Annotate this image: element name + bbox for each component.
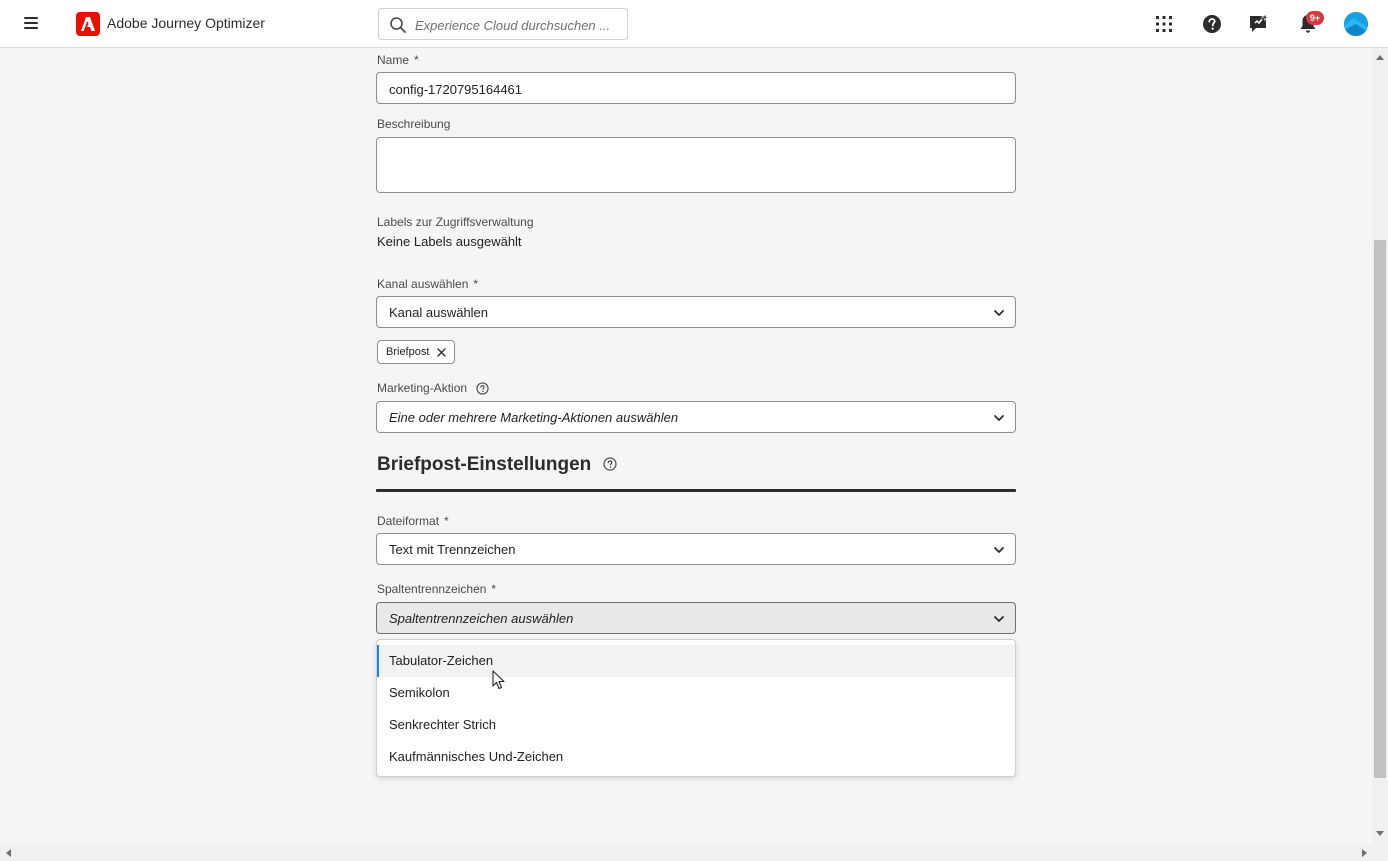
feedback-icon[interactable] bbox=[1247, 12, 1271, 36]
scroll-down-icon[interactable] bbox=[1376, 831, 1384, 836]
channel-tag-label: Briefpost bbox=[386, 346, 430, 358]
section-divider bbox=[376, 489, 1016, 492]
chevron-down-icon bbox=[993, 307, 1005, 319]
help-icon[interactable] bbox=[1200, 12, 1224, 36]
help-circle-icon[interactable] bbox=[476, 382, 489, 395]
menu-item-ampersand[interactable]: Kaufmännisches Und-Zeichen bbox=[389, 749, 564, 764]
column-separator-label: Spaltentrennzeichen * bbox=[377, 582, 497, 596]
channel-select-value: Kanal auswählen bbox=[389, 305, 489, 320]
channel-tag bbox=[377, 340, 455, 364]
file-format-label: Dateiformat * bbox=[377, 514, 449, 528]
access-labels-value: Keine Labels ausgewählt bbox=[377, 234, 522, 249]
column-separator-select[interactable] bbox=[376, 602, 1016, 634]
vertical-scrollbar[interactable] bbox=[1372, 48, 1388, 846]
search-box[interactable] bbox=[378, 8, 628, 40]
column-separator-placeholder: Spaltentrennzeichen auswählen bbox=[389, 611, 574, 626]
search-icon bbox=[389, 16, 407, 34]
channel-label: Kanal auswählen * bbox=[377, 277, 479, 291]
close-icon[interactable] bbox=[437, 348, 446, 357]
adobe-logo-icon[interactable] bbox=[76, 12, 100, 36]
scroll-left-icon[interactable] bbox=[6, 849, 11, 857]
file-format-value: Text mit Trennzeichen bbox=[389, 542, 516, 557]
name-input[interactable] bbox=[389, 80, 999, 98]
menu-item-pipe[interactable]: Senkrechter Strich bbox=[389, 717, 496, 732]
marketing-action-label: Marketing-Aktion bbox=[377, 381, 489, 395]
column-separator-menu bbox=[376, 639, 1016, 777]
description-textarea[interactable] bbox=[376, 137, 1016, 193]
menu-item-tab[interactable]: Tabulator-Zeichen bbox=[377, 645, 1015, 677]
menu-item-semicolon[interactable]: Semikolon bbox=[389, 685, 450, 700]
app-title[interactable]: Adobe Journey Optimizer bbox=[107, 15, 265, 31]
top-bar bbox=[0, 0, 1388, 48]
avatar-image-icon bbox=[1344, 12, 1368, 36]
name-field[interactable] bbox=[376, 72, 1016, 104]
channel-select[interactable] bbox=[376, 296, 1016, 328]
chevron-down-icon bbox=[993, 412, 1005, 424]
section-title: Briefpost-Einstellungen bbox=[377, 454, 617, 476]
scroll-up-icon[interactable] bbox=[1376, 55, 1384, 60]
marketing-action-select[interactable] bbox=[376, 401, 1016, 433]
avatar[interactable] bbox=[1344, 12, 1368, 36]
scroll-right-icon[interactable] bbox=[1362, 849, 1367, 857]
description-label: Beschreibung bbox=[377, 117, 451, 131]
name-label: Name * bbox=[377, 53, 419, 67]
search-input[interactable] bbox=[415, 15, 620, 35]
marketing-action-placeholder: Eine oder mehrere Marketing-Aktionen auswählen bbox=[389, 410, 679, 425]
horizontal-scrollbar[interactable] bbox=[0, 845, 1388, 861]
chevron-down-icon bbox=[993, 613, 1005, 625]
file-format-select[interactable] bbox=[376, 533, 1016, 565]
chevron-down-icon bbox=[993, 544, 1005, 556]
mouse-cursor-icon bbox=[492, 670, 506, 690]
hamburger-menu-icon[interactable] bbox=[24, 17, 38, 29]
access-labels-heading: Labels zur Zugriffsverwaltung bbox=[377, 215, 534, 229]
help-circle-icon[interactable] bbox=[603, 457, 617, 471]
scrollbar-thumb[interactable] bbox=[1374, 240, 1386, 778]
apps-grid-icon[interactable] bbox=[1152, 12, 1176, 36]
notification-badge: 9+ bbox=[1306, 11, 1324, 25]
